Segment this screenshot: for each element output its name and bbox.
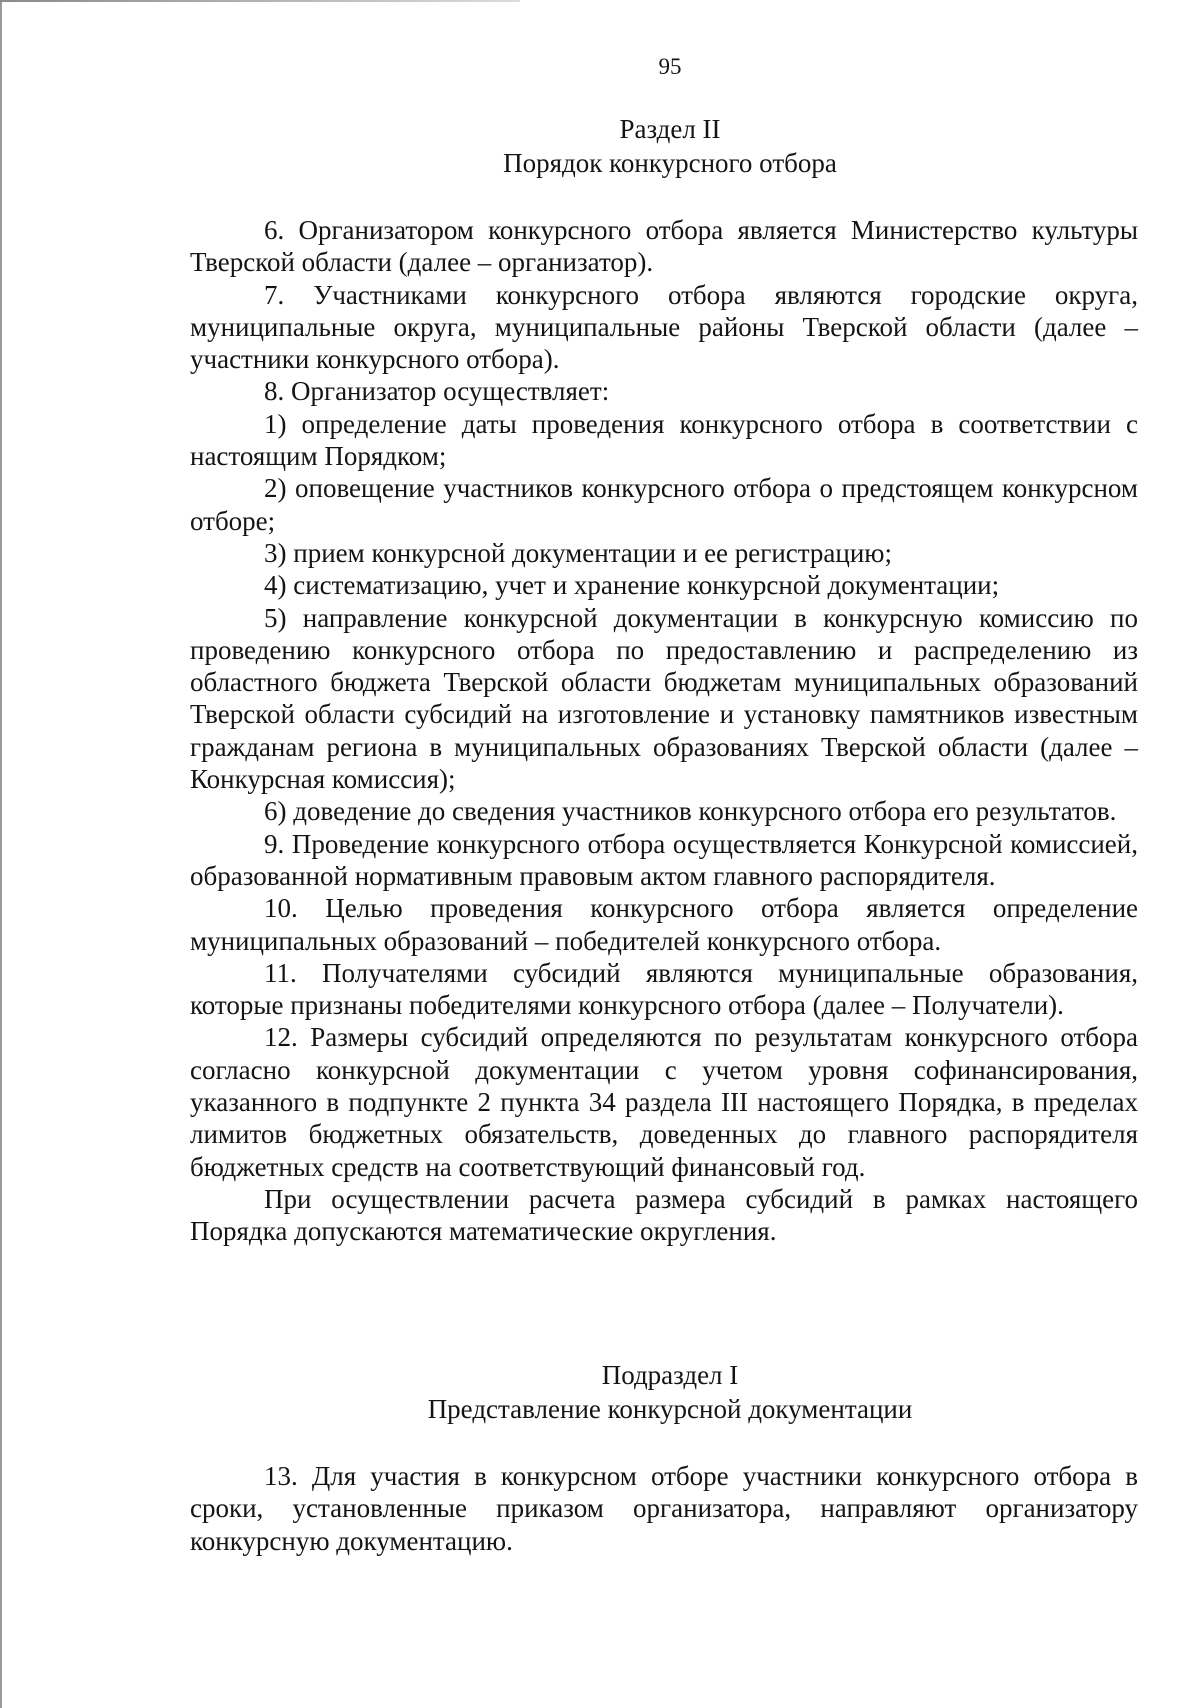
paragraph: При осуществлении расчета размера субсидий в рамках настоящего Порядка допускаются математические округления. — [190, 1183, 1138, 1247]
paragraph: 1) определение даты проведения конкурсного отбора в соответствии с настоящим Порядком; — [190, 408, 1138, 472]
paragraph: 12. Размеры субсидий определяются по результатам конкурсного отбора согласно конкурсной документации с учетом уровня софинансирования, указанного в подпункте 2 пункта 34 раздела III настоящего Порядка, в пределах лимитов бюджетных обязательств, доведенных до главного распорядителя бюджетных средств на соответствующий финансовый год. — [190, 1022, 1138, 1182]
subsection-title: Подраздел I — [601, 1360, 739, 1390]
section-heading — [0, 112, 1200, 180]
paragraph: 9. Проведение конкурсного отбора осуществляется Конкурсной комиссией, образованной нормативным правовым актом главного распорядителя. — [190, 828, 1138, 891]
paragraph: 3) прием конкурсной документации и ее регистрацию; — [264, 537, 892, 568]
paragraph: 6) доведение до сведения участников конкурсного отбора его результатов. — [264, 796, 1117, 827]
page-number: 95 — [658, 54, 682, 79]
section-title: Раздел II — [619, 114, 721, 144]
scan-edge-top — [0, 0, 520, 2]
paragraph: 7. Участниками конкурсного отбора являются городские округа, муниципальные округа, муниципальные районы Тверской области (далее – участники конкурсного отбора). — [190, 279, 1138, 375]
section-body — [190, 214, 1138, 1248]
paragraph: 13. Для участия в конкурсном отборе участники конкурсного отбора в сроки, установленные приказом организатора, направляют организатору конкурсную документацию. — [190, 1461, 1138, 1556]
paragraph: 6. Организатором конкурсного отбора является Министерство культуры Тверской области (далее – организатор). — [190, 215, 1138, 278]
paragraph: 2) оповещение участников конкурсного отбора о предстоящем конкурсном отборе; — [190, 473, 1138, 536]
subsection-subtitle: Представление конкурсной документации — [427, 1394, 913, 1424]
paragraph: 8. Организатор осуществляет: — [264, 376, 610, 407]
paragraph: 5) направление конкурсной документации в конкурсную комиссию по проведению конкурсного отбора по предоставлению и распределению из областного бюджета Тверской области бюджетам муниципальных образований Тверской области субсидий на изготовление и установку памятников известным гражданам региона в муниципальных образованиях Тверской области (далее – Конкурсная комиссия); — [190, 602, 1138, 795]
paragraph: 10. Целью проведения конкурсного отбора является определение муниципальных образований – победителей конкурсного отбора. — [190, 893, 1138, 956]
scan-edge-left — [0, 0, 2, 1708]
paragraph: 4) систематизацию, учет и хранение конкурсной документации; — [264, 570, 1000, 601]
subsection-body — [190, 1460, 1138, 1557]
subsection-heading — [0, 1358, 1200, 1426]
paragraph: 11. Получателями субсидий являются муниципальные образования, которые признаны победителями конкурсного отбора (далее – Получатели). — [190, 957, 1138, 1021]
section-subtitle: Порядок конкурсного отбора — [503, 148, 837, 178]
